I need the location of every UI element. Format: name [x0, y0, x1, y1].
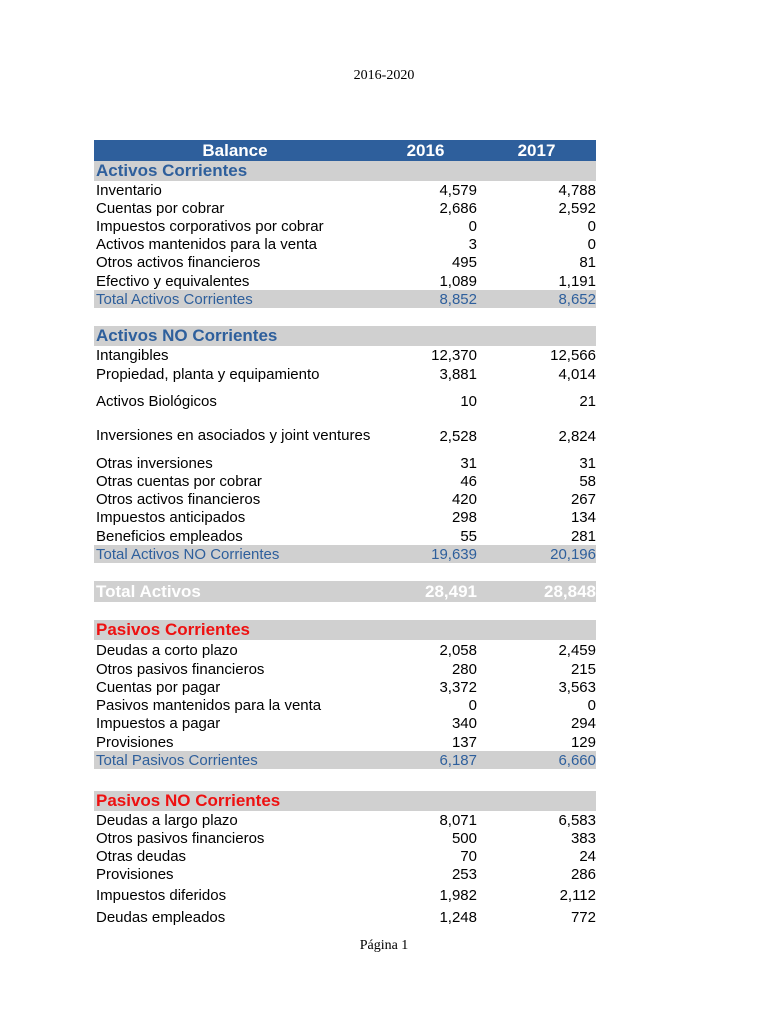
- section-title: Pasivos Corrientes: [96, 620, 251, 640]
- table-row: [94, 384, 596, 418]
- total-label: Total Activos NO Corrientes: [96, 545, 280, 563]
- table-row: [94, 199, 596, 217]
- row-value-2017: 58: [579, 473, 596, 491]
- row-value-2017: 2,459: [558, 641, 596, 659]
- table-row: [94, 272, 596, 290]
- total-value-2016: 8,852: [439, 290, 477, 308]
- total-label: Total Pasivos Corrientes: [96, 751, 258, 769]
- row-value-2017: 772: [570, 909, 596, 927]
- table-row: [94, 473, 596, 491]
- table-row: [94, 217, 596, 235]
- row-value-2017: 129: [570, 733, 596, 751]
- table-row: [94, 454, 596, 472]
- row-value-2017: 1,191: [558, 272, 596, 290]
- row-value-2016: 0: [468, 217, 477, 235]
- table-row: [94, 236, 596, 254]
- row-value-2016: 495: [451, 254, 477, 272]
- row-value-2016: 31: [460, 454, 477, 472]
- row-value-2016: 2,686: [439, 199, 477, 217]
- row-label: Cuentas por cobrar: [96, 199, 225, 217]
- row-value-2016: 1,982: [439, 887, 477, 905]
- total-row-activos-no-corrientes: [94, 545, 596, 563]
- table-row: [94, 678, 596, 696]
- row-value-2017: 2,824: [558, 427, 596, 445]
- row-value-2017: 294: [570, 715, 596, 733]
- total-row-activos-corrientes: [94, 290, 596, 308]
- row-label: Otros activos financieros: [96, 254, 261, 272]
- page-footer: Página 1: [359, 938, 409, 953]
- row-label: Otras deudas: [96, 848, 187, 866]
- table-row: [94, 848, 596, 866]
- row-label: Intangibles: [96, 346, 169, 364]
- balance-sheet: [94, 140, 596, 928]
- row-label: Otros pasivos financieros: [96, 829, 265, 847]
- row-value-2016: 70: [460, 848, 477, 866]
- table-row: [94, 866, 596, 884]
- total-value-2016: 19,639: [431, 545, 477, 563]
- total-activos-row: [94, 581, 596, 602]
- total-value-2016: 6,187: [439, 751, 477, 769]
- table-row: [94, 733, 596, 751]
- row-value-2016: 420: [451, 491, 477, 509]
- row-value-2016: 46: [460, 473, 477, 491]
- section-activos-no-corrientes: [94, 326, 596, 346]
- row-value-2017: 134: [570, 509, 596, 527]
- row-value-2016: 1,248: [439, 909, 477, 927]
- header-label: Balance: [202, 140, 268, 160]
- row-value-2017: 24: [579, 848, 596, 866]
- total-value-2017: 6,660: [558, 751, 596, 769]
- table-row: [94, 640, 596, 660]
- row-label: Otros activos financieros: [96, 491, 261, 509]
- row-label: Deudas empleados: [96, 909, 226, 927]
- row-label: Impuestos a pagar: [96, 715, 221, 733]
- row-value-2017: 2,112: [559, 887, 596, 905]
- spacer: [94, 308, 596, 326]
- grand-total-2017: 28,848: [544, 581, 596, 601]
- total-value-2017: 20,196: [550, 545, 596, 563]
- table-row: [94, 660, 596, 678]
- row-label: Otras inversiones: [96, 454, 213, 472]
- row-value-2017: 31: [579, 454, 596, 472]
- row-value-2017: 0: [587, 217, 596, 235]
- row-label: Activos Biológicos: [96, 392, 217, 410]
- header-year-1: 2016: [406, 140, 445, 160]
- row-label: Deudas a largo plazo: [96, 811, 238, 829]
- row-value-2016: 280: [451, 660, 477, 678]
- row-label: Impuestos diferidos: [96, 887, 227, 905]
- total-row-pasivos-corrientes: [94, 751, 596, 769]
- row-label: Inventario: [96, 181, 162, 199]
- row-value-2016: 4,579: [439, 181, 477, 199]
- row-value-2016: 253: [451, 866, 477, 884]
- row-value-2017: 2,592: [558, 199, 596, 217]
- row-value-2016: 1,089: [439, 272, 477, 290]
- row-label: Beneficios empleados: [96, 527, 243, 545]
- row-value-2017: 286: [570, 866, 596, 884]
- row-value-2017: 4,788: [558, 181, 596, 199]
- total-label: Total Activos Corrientes: [96, 290, 253, 308]
- row-value-2016: 3,881: [439, 365, 477, 383]
- row-label: Otros pasivos financieros: [96, 660, 265, 678]
- row-label: Activos mantenidos para la venta: [96, 236, 317, 254]
- spacer: [94, 563, 596, 581]
- row-label: Cuentas por pagar: [96, 679, 221, 697]
- total-value-2017: 8,652: [558, 290, 596, 308]
- section-title: Activos NO Corrientes: [96, 326, 278, 346]
- table-row: [94, 181, 596, 199]
- table-row: [94, 418, 596, 454]
- row-value-2016: 137: [451, 733, 477, 751]
- row-label: Propiedad, planta y equipamiento: [96, 365, 320, 383]
- section-pasivos-no-corrientes: [94, 791, 596, 811]
- spacer: [94, 769, 596, 791]
- row-label: Inversiones en asociados y joint ventures: [96, 427, 371, 445]
- row-value-2016: 3,372: [439, 679, 477, 697]
- grand-total-label: Total Activos: [96, 581, 201, 601]
- table-row: [94, 527, 596, 545]
- row-value-2016: 0: [468, 697, 477, 715]
- row-value-2017: 3,563: [558, 679, 596, 697]
- row-label: Otras cuentas por cobrar: [96, 473, 262, 491]
- row-value-2017: 81: [579, 254, 596, 272]
- section-title: Activos Corrientes: [96, 161, 248, 180]
- table-row: [94, 254, 596, 272]
- table-row: [94, 509, 596, 527]
- table-row: [94, 884, 596, 908]
- header-year-2: 2017: [517, 140, 556, 160]
- row-value-2017: 0: [587, 236, 596, 254]
- row-label: Impuestos anticipados: [96, 509, 246, 527]
- row-value-2017: 12,566: [550, 346, 596, 364]
- table-row: [94, 829, 596, 847]
- section-pasivos-corrientes: [94, 620, 596, 640]
- table-row: [94, 811, 596, 829]
- row-label: Pasivos mantenidos para la venta: [96, 697, 322, 715]
- table-row: [94, 491, 596, 509]
- row-value-2016: 2,058: [439, 641, 477, 659]
- row-value-2017: 281: [570, 527, 596, 545]
- table-row: [94, 697, 596, 715]
- table-row: [94, 715, 596, 733]
- row-value-2016: 2,528: [439, 427, 477, 445]
- table-row: [94, 346, 596, 364]
- table-row: [94, 908, 596, 928]
- row-value-2016: 500: [451, 829, 477, 847]
- row-value-2017: 4,014: [558, 365, 596, 383]
- row-label: Efectivo y equivalentes: [96, 272, 250, 290]
- row-value-2016: 340: [451, 715, 477, 733]
- row-label: Deudas a corto plazo: [96, 641, 238, 659]
- row-value-2017: 383: [570, 829, 596, 847]
- row-value-2016: 55: [460, 527, 477, 545]
- section-activos-corrientes: [94, 161, 596, 181]
- row-value-2016: 3: [468, 236, 477, 254]
- row-label: Provisiones: [96, 733, 174, 751]
- row-value-2017: 21: [579, 392, 596, 410]
- row-value-2017: 6,583: [558, 811, 596, 829]
- row-value-2016: 8,071: [439, 811, 477, 829]
- table-row: [94, 364, 596, 384]
- row-value-2017: 215: [570, 660, 596, 678]
- grand-total-2016: 28,491: [425, 581, 477, 601]
- row-value-2016: 12,370: [431, 346, 477, 364]
- row-value-2016: 10: [460, 392, 477, 410]
- row-value-2017: 0: [587, 697, 596, 715]
- row-label: Provisiones: [96, 866, 174, 884]
- page-header: 2016-2020: [353, 68, 415, 83]
- spacer: [94, 602, 596, 620]
- row-value-2016: 298: [451, 509, 477, 527]
- row-label: Impuestos corporativos por cobrar: [96, 217, 324, 235]
- section-title: Pasivos NO Corrientes: [96, 791, 281, 811]
- table-header: [94, 140, 596, 161]
- row-value-2017: 267: [570, 491, 596, 509]
